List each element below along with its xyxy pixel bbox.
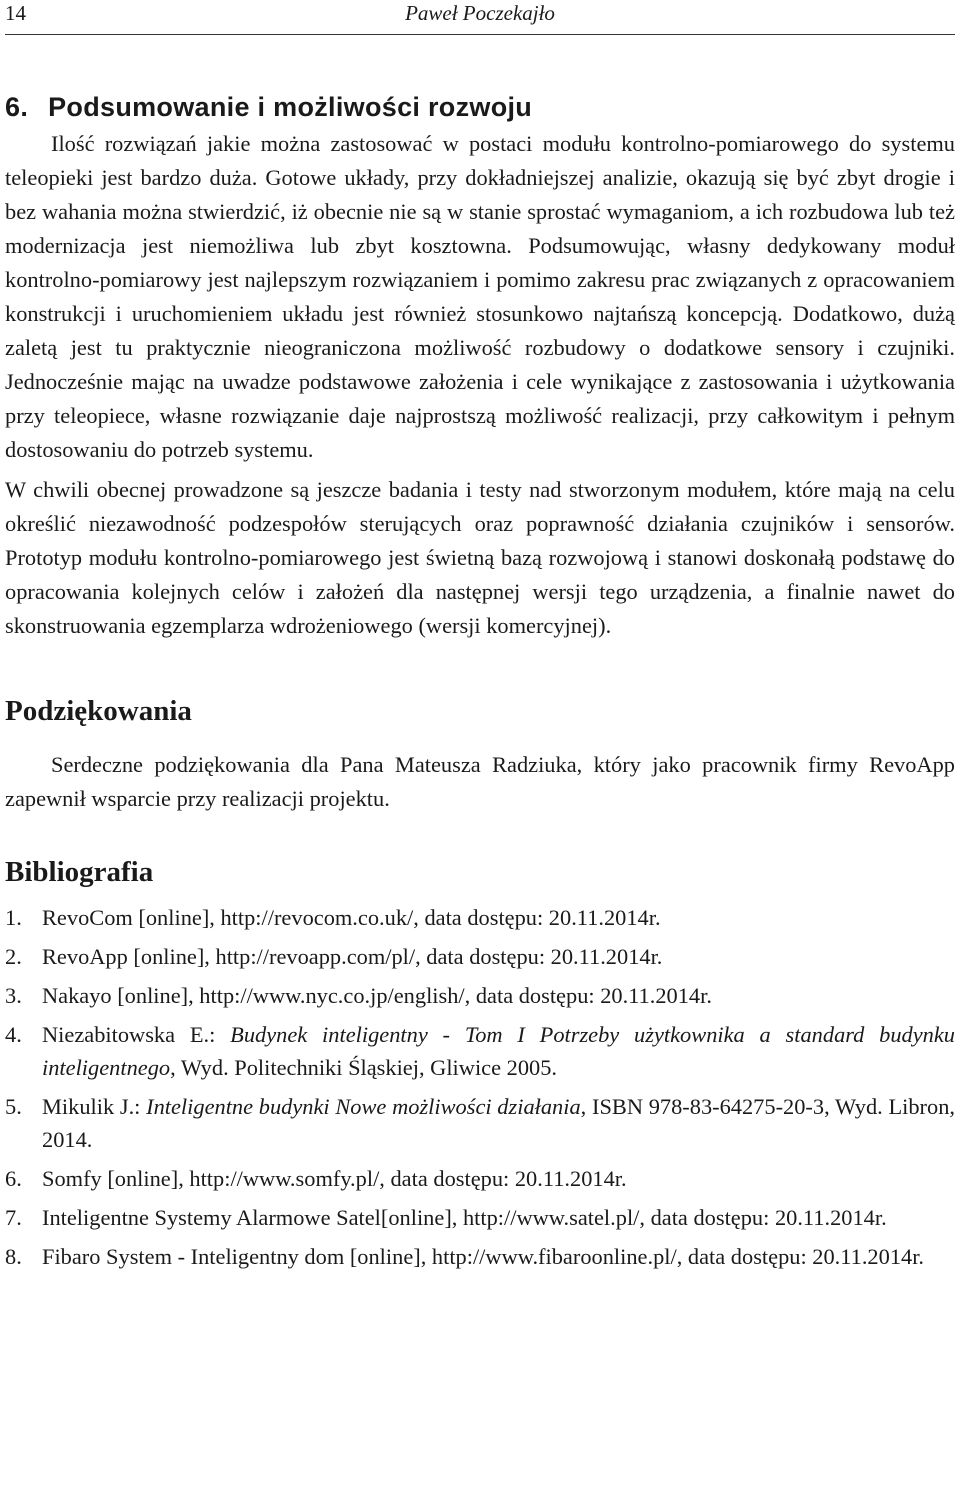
bibliography-item-text: RevoCom [online], http://revocom.co.uk/, data dostępu: 20.11.2014r. <box>42 905 661 930</box>
section-title: Podsumowanie i możliwości rozwoju <box>48 92 533 122</box>
bibliography-item-number: 3. <box>5 983 22 1008</box>
bibliography-item <box>5 1240 955 1273</box>
bibliography-item-number: 4. <box>5 1022 22 1047</box>
section-heading <box>5 92 955 123</box>
bibliography-item-number: 2. <box>5 944 22 969</box>
acknowledgements-heading: Podziękowania <box>5 695 192 727</box>
bibliography-item <box>5 1201 955 1234</box>
section-number: 6. <box>5 92 29 122</box>
bibliography-item-number: 8. <box>5 1244 22 1269</box>
header-rule <box>5 34 955 35</box>
bibliography-item-author: Niezabitowska E.: <box>42 1022 231 1047</box>
page-number: 14 <box>5 1 26 25</box>
body-paragraph: Ilość rozwiązań jakie można zastosować w postaci modułu kontrolno-pomiarowego do systemu teleopieki jest bardzo duża. Gotowe układy, przy dokładniejszej analizie, okazują się być zbyt drogie i bez wahania można stwierdzić, iż obecnie nie są w stanie sprostać wymaganiom, a ich rozbudowa lub też modernizacja jest niemożliwa lub zbyt kosztowna. Podsumowując, własny dedykowany moduł kontrolno-pomiarowy jest najlepszym rozwiązaniem i pomimo zakresu prac związanych z opracowaniem konstrukcji i uruchomieniem układu jest również stosunkowo najtańszą koncepcją. Dodatkowo, dużą zaletą jest tu praktycznie nieograniczona możliwość rozbudowy o dodatkowe sensory i czujniki. Jednocześnie mając na uwadze podstawowe założenia i cele wynikające z zastosowania i użytkowania przy teleopiece, własne rozwiązanie daje najprostszą możliwość realizacji, przy całkowitym i pełnym dostosowaniu do potrzeb systemu. <box>5 131 955 462</box>
bibliography-item-text: Nakayo [online], http://www.nyc.co.jp/english/, data dostępu: 20.11.2014r. <box>42 983 712 1008</box>
bibliography-item-number: 5. <box>5 1094 22 1119</box>
bibliography-item-text: Inteligentne Systemy Alarmowe Satel[online], http://www.satel.pl/, data dostępu: 20.11.2014r. <box>42 1205 887 1230</box>
document-page <box>5 0 955 1279</box>
acknowledgements-text: Serdeczne podziękowania dla Pana Mateusza Radziuka, który jako pracownik firmy RevoApp zapewnił wsparcie przy realizacji projektu. <box>5 752 955 811</box>
running-header-author: Paweł Poczekajło <box>405 1 555 25</box>
bibliography-item-author: Mikulik J.: <box>42 1094 147 1119</box>
bibliography-heading: Bibliografia <box>5 856 154 888</box>
bibliography-item-text: Fibaro System - Inteligentny dom [online], http://www.fibaroonline.pl/, data dostępu: 20.11.2014r. <box>42 1244 925 1269</box>
bibliography-item-number: 1. <box>5 905 22 930</box>
bibliography-item <box>5 901 955 934</box>
bibliography-item-title: Inteligentne budynki Nowe możliwości działania <box>146 1094 581 1119</box>
bibliography-item-publisher: , ISBN 978-83-64275-20-3, Wyd. Libron, 2014. <box>42 1094 956 1152</box>
bibliography-item <box>5 1090 955 1156</box>
bibliography-item-publisher: , Wyd. Politechniki Śląskiej, Gliwice 2005. <box>170 1055 558 1080</box>
bibliography-item-number: 6. <box>5 1166 22 1191</box>
bibliography-list <box>5 901 955 1273</box>
bibliography-item <box>5 940 955 973</box>
bibliography-item-title: Budynek inteligentny - Tom I Potrzeby użytkownika a standard budynku inteligentnego <box>42 1022 955 1080</box>
running-header <box>5 0 955 38</box>
bibliography-item <box>5 979 955 1012</box>
body-paragraph: W chwili obecnej prowadzone są jeszcze badania i testy nad stworzonym modułem, które mają na celu określić niezawodność podzespołów sterujących oraz poprawność działania czujników i sensorów. Prototyp modułu kontrolno-pomiarowego jest świetną bazą rozwojową i stanowi doskonałą podstawę do opracowania kolejnych celów i założeń dla następnej wersji tego urządzenia, a finalnie nawet do skonstruowania egzemplarza wdrożeniowego (wersji komercyjnej). <box>5 477 955 638</box>
bibliography-item <box>5 1018 955 1084</box>
bibliography-item-text: Somfy [online], http://www.somfy.pl/, data dostępu: 20.11.2014r. <box>42 1166 627 1191</box>
bibliography-item <box>5 1162 955 1195</box>
bibliography-item-text: RevoApp [online], http://revoapp.com/pl/, data dostępu: 20.11.2014r. <box>42 944 663 969</box>
bibliography-item-number: 7. <box>5 1205 22 1230</box>
